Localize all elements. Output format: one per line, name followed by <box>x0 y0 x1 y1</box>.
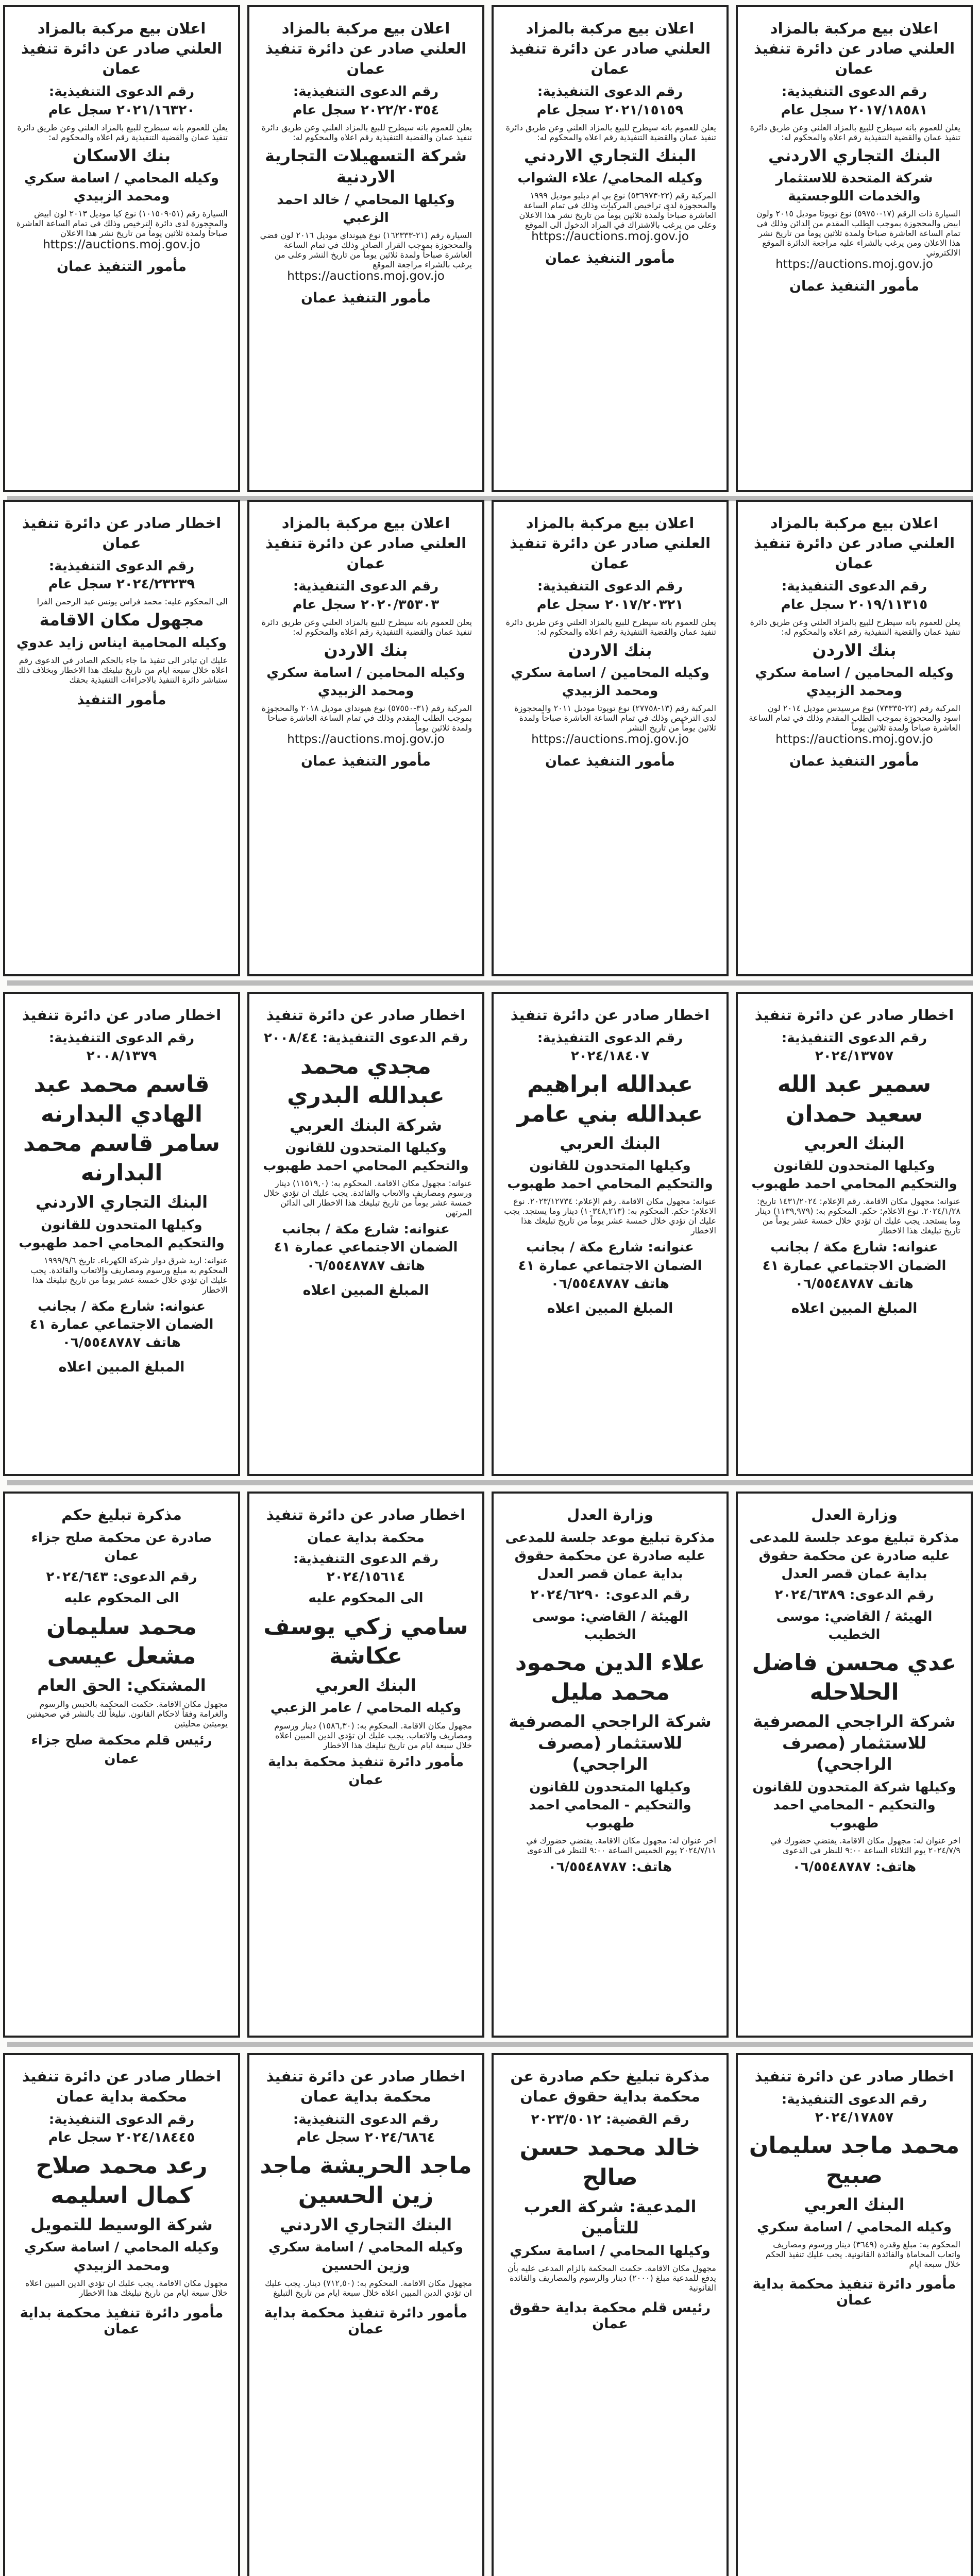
legal-notice <box>3 1492 240 2038</box>
notice-details: المركبة رقم (٢٢-٥٣٦٩٧٣) نوع بي ام دبليو موديل ١٩٩٩ والمحجوزة لدى تراخيص المركبات وذلك في تمام الساعة العاشرة صباحاً ولمدة ثلاثين يوماً من تاريخ نشر هذا الاعلان وعلى من يرغب بالاشتراك في المزاد الدخول الى الموقع <box>519 191 716 230</box>
party-agent: وكيلها المتحدون للقانون والتحكيم المحامي احمد طهبوب <box>19 1217 225 1251</box>
notice-details: عنوانه: اربد شرق دوار شركة الكهرباء. تاريخ ١٩٩٩/٩/٦ المحكوم به مبلغ ورسوم ومصاريف والاتعاب والفائدة. يجب عليك ان تؤدي خلال خمسة عشر يوماً من تاريخ تبليغك هذا الاخطار <box>30 1255 228 1295</box>
case-number: رقم الدعوى التنفيذية: ٢٠٠٨/٤٤ <box>263 1030 468 1046</box>
party-primary: البنك العربي <box>804 2194 905 2214</box>
defendant-name: خالد محمد حسن صالح <box>519 2134 701 2191</box>
auction-url: https://auctions.moj.gov.jo <box>287 733 445 747</box>
notice-title: اخطار صادر عن دائرة تنفيذ <box>754 2067 954 2085</box>
notice-body: يعلن للعموم بانه سيطرح للبيع بالمزاد العلني وعن طريق دائرة تنفيذ عمان والقضية التنفيذية رقم اعلاه والمحكوم له: <box>17 122 228 142</box>
notice-body: يعلن للعموم بانه سيطرح للبيع بالمزاد العلني وعن طريق دائرة تنفيذ عمان والقضية التنفيذية رقم اعلاه والمحكوم له: <box>750 617 960 637</box>
party-primary: البنك التجاري الاردني <box>768 145 941 165</box>
panel-line: الى المحكوم عليه <box>308 1590 424 1606</box>
legal-notice <box>736 5 973 492</box>
legal-notice <box>247 5 484 492</box>
notice-signature: مأمور دائرة تنفيذ محكمة بداية عمان <box>752 2276 956 2309</box>
notice-address: عنوانه: شارع مكة / بجانب الضمان الاجتماعي عمارة ٤١ هاتف ٠٦/٥٥٤٨٧٨٧ <box>274 1222 458 1274</box>
case-number: رقم الدعوى التنفيذية: ٢٠٢٤/١٨٤٤٥ سجل عام <box>48 2112 195 2146</box>
legal-notice <box>3 500 240 976</box>
legal-notice <box>492 2053 729 2576</box>
party-primary: البنك العربي <box>560 1133 661 1153</box>
panel-line: الى المحكوم عليه <box>64 1590 179 1606</box>
legal-notice <box>247 2053 484 2576</box>
notice-signature: مأمور دائرة تنفيذ محكمة بداية عمان <box>20 2304 224 2337</box>
notice-address: عنوانه: شارع مكة / بجانب الضمان الاجتماعي عمارة ٤١ هاتف ٠٦/٥٥٤٨٧٨٧ <box>762 1240 947 1292</box>
party-primary: البنك التجاري الاردني <box>523 145 697 165</box>
case-number: رقم الدعوى: ٢٠٢٤/٦٣٨٩ <box>774 1587 934 1603</box>
party-agent: وكيلها المتحدون للقانون والتحكيم - المحامي احمد طهبوب <box>529 1779 691 1832</box>
case-number: رقم الدعوى: ٢٠٢٤/٦٢٩٠ <box>530 1587 690 1603</box>
notice-title: اعلان بيع مركبة بالمزاد العلني صادر عن دائرة تنفيذ عمان <box>21 20 223 78</box>
notice-title: اعلان بيع مركبة بالمزاد العلني صادر عن دائرة تنفيذ عمان <box>265 20 467 78</box>
notice-title: اخطار صادر عن دائرة تنفيذ <box>754 1006 954 1024</box>
notice-title: اخطار صادر عن دائرة تنفيذ <box>22 1006 222 1024</box>
party-primary: المشتكي: الحق العام <box>37 1675 206 1695</box>
notice-details: السيارة رقم (٥١-١٠١٥٠٩) نوع كيا موديل ٢٠١٣ لون ابيض والمحجوزة لدى دائرة الترخيص وذلك في تمام الساعة العاشرة صباحاً ولمدة ثلاثين يوماً من تاريخ نشر هذا الاعلان <box>16 209 228 239</box>
legal-notice <box>247 500 484 976</box>
party-agent: وكيلها المتحدون للقانون والتحكيم المحامي احمد طهبوب <box>263 1140 469 1174</box>
legal-notice <box>247 992 484 1476</box>
legal-notice <box>492 1492 729 2038</box>
legal-notice <box>3 992 240 1476</box>
party-agent: وكيله المحامي / اسامة سكري ومحمد الزبيدي <box>24 2240 219 2274</box>
legal-notice <box>3 2053 240 2576</box>
notice-subtitle: محكمة بداية عمان <box>307 1530 425 1546</box>
case-number: رقم الدعوى التنفيذية: ٢٠٢١/١٦٣٢٠ سجل عام <box>48 84 195 118</box>
party-primary: بنك الاردن <box>324 640 408 660</box>
party-agent: وكيلها المحامي / خالد احمد الزعبي <box>277 192 455 226</box>
panel-line: الهيئة / القاضي: موسى الخطيب <box>532 1608 688 1642</box>
notice-title: اخطار صادر عن دائرة تنفيذ <box>266 1506 466 1523</box>
notice-details: المحكوم به: مبلغ وقدره (٣٦٤٩) دينار ورسوم ومصاريف واتعاب المحاماة والفائدة القانونية. يجب عليك تنفيذ الحكم خلال سبعة ايام <box>765 2240 960 2269</box>
notice-details: عنوانه: مجهول مكان الاقامة. المحكوم به: (١١٥١٩,٠) دينار ورسوم ومصاريف والاتعاب والفائدة. يجب عليك ان تؤدي خلال خمسة عشر يوماً من تاريخ تبليغك هذا الاخطار الى الدائن المرتهن <box>263 1178 472 1218</box>
notice-details: مجهول مكان الاقامة. حكمت المحكمة بالزام المدعى عليه بأن يدفع للمدعية مبلغ (٢٠٠٠) دينار والرسوم والمصاريف والفائدة القانونية <box>507 2263 716 2293</box>
notice-title: اعلان بيع مركبة بالمزاد العلني صادر عن دائرة تنفيذ عمان <box>509 514 711 572</box>
notice-title: اعلان بيع مركبة بالمزاد العلني صادر عن دائرة تنفيذ عمان <box>753 20 955 78</box>
notice-signature: مأمور التنفيذ عمان <box>545 753 675 770</box>
party-agent: وكيله المحامي / اسامة سكري <box>757 2219 952 2235</box>
notice-title: اخطار صادر عن دائرة تنفيذ <box>266 1006 466 1024</box>
notice-title: اخطار صادر عن دائرة تنفيذ عمان <box>22 514 222 552</box>
party-primary: المدعية: شركة العرب للتأمين <box>523 2196 697 2238</box>
auction-url: https://auctions.moj.gov.jo <box>531 230 689 244</box>
defendant-name: رعد محمد صلاح كمال اسليمه <box>36 2153 208 2209</box>
party-primary: البنك التجاري الاردني <box>279 2214 452 2234</box>
notice-body: يعلن للعموم بانه سيطرح للبيع بالمزاد العلني وعن طريق دائرة تنفيذ عمان والقضية التنفيذية رقم اعلاه والمحكوم له: <box>261 122 472 142</box>
notice-title: مذكرة تبليغ حكم <box>61 1506 182 1523</box>
auction-url: https://auctions.moj.gov.jo <box>775 258 933 272</box>
notice-details: عليك ان تبادر الى تنفيذ ما جاء بالحكم الصادر في الدعوى رقم اعلاه خلال سبعة ايام من تاريخ تبليغك هذا الاخطار وبخلاف ذلك ستباشر دائرة التنفيذ بالاجراءات التنفيذية بحقك <box>16 655 228 685</box>
notice-subtitle: مذكرة تبليغ موعد جلسة للمدعى عليه صادرة عن محكمة حقوق بداية عمان قصر العدل <box>505 1530 715 1582</box>
legal-notice <box>736 1492 973 2038</box>
notice-signature: مأمور التنفيذ <box>77 692 166 708</box>
party-primary: البنك العربي <box>315 1675 416 1695</box>
notice-details: السيارة ذات الرقم (١٧-٥٩٧٥٠) نوع تويوتا موديل ٢٠١٥ ولون ابيض والمحجوزة بموجب الطلب المقدم من الدائن وذلك في تمام الساعة العاشرة صباحاً ولمدة ثلاثين يوماً من تاريخ نشر هذا الاعلان ومن يرغب بالشراء عليه مراجعة الدائرة الموقع الالكتروني <box>756 209 960 258</box>
party-agent: وكيله المحامي / اسامة سكري وزين الحسين <box>268 2240 463 2274</box>
legal-notice <box>247 1492 484 2038</box>
notice-title: اخطار صادر عن دائرة تنفيذ محكمة بداية عمان <box>266 2067 466 2106</box>
case-number: رقم الدعوى التنفيذية: ٢٠٢٤/٢٣٢٣٩ سجل عام <box>48 558 195 592</box>
case-number: رقم الدعوى التنفيذية: ٢٠٢١/١٥١٥٩ سجل عام <box>536 84 684 118</box>
case-number: رقم الدعوى التنفيذية: ٢٠١٩/١١٣١٥ سجل عام <box>781 579 928 613</box>
notice-signature: رئيس قلم محكمة بداية حقوق عمان <box>509 2300 711 2332</box>
party-agent: وكيلها المتحدون للقانون والتحكيم المحامي احمد طهبوب <box>751 1158 957 1192</box>
party-agent: وكيله المحامية ايناس زايد عدوي <box>16 635 227 651</box>
party-agent: وكيله المحامين / اسامة سكري ومحمد الزبيدي <box>755 665 954 699</box>
party-primary: بنك الاردن <box>812 640 897 660</box>
notice-title: اخطار صادر عن دائرة تنفيذ <box>510 1006 710 1024</box>
case-number: رقم الدعوى التنفيذية: ٢٠٢٠/٣٥٣٠٣ سجل عام <box>292 579 440 613</box>
notice-title: اعلان بيع مركبة بالمزاد العلني صادر عن دائرة تنفيذ عمان <box>265 514 467 572</box>
notice-title: وزارة العدل <box>811 1506 898 1523</box>
notice-title: مذكرة تبليغ حكم صادرة عن محكمة بداية حقوق عمان <box>510 2067 710 2106</box>
legal-notice <box>492 5 729 492</box>
row-separator <box>7 1480 973 1485</box>
case-number: رقم الدعوى التنفيذية: ٢٠٢٢/٢٠٣٥٤ سجل عام <box>292 84 440 118</box>
party-agent: وكيله المحامي / اسامة سكري ومحمد الزبيدي <box>24 171 219 205</box>
notice-subtitle: مذكرة تبليغ موعد جلسة للمدعى عليه صادرة عن محكمة حقوق بداية عمان قصر العدل <box>749 1530 959 1582</box>
notice-signature: مأمور التنفيذ عمان <box>300 290 431 306</box>
party-primary: بنك الاردن <box>568 640 652 660</box>
notice-body: الى المحكوم عليه: محمد فراس يونس عبد الرحمن الفرا <box>37 597 228 607</box>
party-primary: البنك العربي <box>804 1133 905 1153</box>
notice-signature: مأمور التنفيذ عمان <box>545 250 675 267</box>
party-agent: شركة المتحدة للاستثمار والخدمات اللوجستية <box>775 171 933 205</box>
defendant-name: مجدي محمد عبدالله البدري <box>287 1053 445 1109</box>
notice-body: يعلن للعموم بانه سيطرح للبيع بالمزاد العلني وعن طريق دائرة تنفيذ عمان والقضية التنفيذية رقم اعلاه والمحكوم له: <box>505 122 716 142</box>
legal-notice <box>736 2053 973 2576</box>
party-agent: وكيله المحامين / اسامة سكري ومحمد الزبيدي <box>511 665 709 699</box>
row-separator <box>7 980 973 986</box>
notice-signature: المبلغ المبين اعلاه <box>58 1359 185 1376</box>
notice-details: عنوانه: مجهول مكان الاقامة. رقم الإعلام: ١٤٣١/٢٠٢٤ تاريخ: ٢٠٢٤/١/٢٨. نوع الاعلام: حكم. المحكوم به: (١١٣٩,٩٧٩) دينار وما يستجد. يجب عليك ان تؤدي خلال خمسة عشر يوماً من تاريخ تبليغك هذا الاخطار <box>755 1196 960 1236</box>
notice-body: يعلن للعموم بانه سيطرح للبيع بالمزاد العلني وعن طريق دائرة تنفيذ عمان والقضية التنفيذية رقم اعلاه والمحكوم له: <box>750 122 960 142</box>
case-number: رقم الدعوى التنفيذية: ٢٠٢٤/١٨٤٠٧ <box>537 1030 683 1064</box>
case-number: رقم الدعوى التنفيذية: ٢٠١٧/٢٠٣٢١ سجل عام <box>536 579 684 613</box>
notice-title: اخطار صادر عن دائرة تنفيذ محكمة بداية عمان <box>22 2067 222 2106</box>
case-number: رقم الدعوى التنفيذية: ٢٠١٧/١٨٥٨١ سجل عام <box>781 84 928 118</box>
notice-subtitle: صادرة عن محكمة صلح جزاء عمان <box>31 1530 212 1564</box>
party-agent: وكيلها المحامي / اسامة سكري <box>510 2243 711 2259</box>
panel-line: الهيئة / القاضي: موسى الخطيب <box>776 1608 933 1642</box>
row-separator <box>7 2042 973 2047</box>
party-primary: شركة الراجحي المصرفية للاستثمار (مصرف الراجحي) <box>509 1711 712 1774</box>
notice-address: مأمور دائرة تنفيذ محكمة بداية عمان <box>267 1754 464 1788</box>
case-number: رقم الدعوى التنفيذية: ٢٠٢٤/١٥٦١٤ <box>293 1551 439 1585</box>
defendant-name: سامي زكي يوسف عكاشة <box>263 1613 468 1669</box>
notice-details: اخر عنوان له: مجهول مكان الاقامة. يقتضي حضورك في ٢٠٢٤/٧/٩ يوم الثلاثاء الساعة ٩:٠٠ للنظر في الدعوى <box>770 1836 960 1856</box>
party-primary: شركة البنك العربي <box>290 1115 442 1135</box>
notice-signature: مأمور التنفيذ عمان <box>56 259 187 275</box>
legal-notice <box>736 500 973 976</box>
case-number: رقم الدعوى التنفيذية: ٢٠٢٤/٦٨٦٤ سجل عام <box>293 2112 439 2146</box>
notice-signature: مأمور التنفيذ عمان <box>789 753 920 770</box>
notice-details: مجهول مكان الاقامة. حكمت المحكمة بالحبس والرسوم والغرامة وفقاً لاحكام القانون. تبليغاً لك بالنشر في صحيفتين يوميتين محليتين <box>26 1699 228 1729</box>
notice-signature: المبلغ المبين اعلاه <box>302 1282 429 1298</box>
notice-details: المركبة رقم (٣١-٥٧٥٥٠) نوع هيونداي موديل ٢٠١٨ والمحجوزة بموجب الطلب المقدم وذلك في تمام الساعة العاشرة صباحاً ولمدة ثلاثين يوماً <box>261 703 472 733</box>
defendant-name: عبدالله ابراهيم عبدالله بني عامر <box>517 1071 703 1127</box>
notice-body: يعلن للعموم بانه سيطرح للبيع بالمزاد العلني وعن طريق دائرة تنفيذ عمان والقضية التنفيذية رقم اعلاه والمحكوم له: <box>261 617 472 637</box>
auction-url: https://auctions.moj.gov.jo <box>287 269 445 283</box>
notice-signature: المبلغ المبين اعلاه <box>547 1300 673 1316</box>
case-number: رقم الدعوى: ٢٠٢٤/٦٤٣ <box>46 1569 197 1585</box>
notice-signature: مأمور التنفيذ عمان <box>789 278 920 295</box>
party-primary: مجهول مكان الاقامة <box>39 610 204 630</box>
party-agent: وكيلها المتحدون للقانون والتحكيم المحامي احمد طهبوب <box>507 1158 713 1192</box>
party-agent: وكيله المحامي / عامر الزعبي <box>270 1700 462 1716</box>
defendant-name: محمد ماجد سليمان صبيح <box>749 2132 960 2189</box>
legal-notice <box>3 5 240 492</box>
notice-address: هاتف: ٠٦/٥٥٤٨٧٨٧ <box>548 1859 672 1875</box>
notice-details: اخر عنوان له: مجهول مكان الاقامة. يقتضي حضورك في ٢٠٢٤/٧/١١ يوم الخميس الساعة ٩:٠٠ للنظر في الدعوى <box>526 1836 716 1856</box>
party-primary: البنك التجاري الاردني <box>35 1192 208 1212</box>
case-number: رقم الدعوى التنفيذية: ٢٠٢٤/١٧٨٥٧ <box>781 2092 927 2126</box>
notice-address: عنوانه: شارع مكة / بجانب الضمان الاجتماعي عمارة ٤١ هاتف ٠٦/٥٥٤٨٧٨٧ <box>29 1298 214 1351</box>
notice-details: المركبة رقم (٢٢-٧٣٣٣٥) نوع مرسيدس موديل ٢٠١٤ لون اسود والمحجوزة بموجب الطلب المقدم وذلك في تمام الساعة العاشرة صباحاً ولمدة ثلاثين يوماً <box>749 703 960 733</box>
party-primary: شركة التسهيلات التجارية الاردنية <box>265 145 467 187</box>
case-number: رقم القضية: ٢٠٢٣/٥٠١٢ <box>531 2112 689 2128</box>
party-agent: وكيله المحامي/ علاء الشواب <box>517 171 703 187</box>
defendant-name: قاسم محمد عبد الهادي البدارنه سامر قاسم محمد البدارنه <box>23 1071 220 1186</box>
defendant-name: محمد سليمان مشعل عيسى <box>46 1613 197 1669</box>
case-number: رقم الدعوى التنفيذية: ٢٠٢٤/١٣٧٥٧ <box>781 1030 927 1064</box>
notice-details: عنوانه: مجهول مكان الاقامة. رقم الإعلام: ٢٠٢٣/١٢٧٣٤. نوع الاعلام: حكم. المحكوم به: (١٠٣٤٨,٢١٣) دينار وما يستجد. يجب عليك ان تؤدي خلال خمسة عشر يوماً من تاريخ تبليغك هذا الاخطار <box>504 1196 716 1236</box>
notice-details: مجهول مكان الاقامة. المحكوم به: (٧١٢,٥٠) دينار. يجب عليك ان تؤدي الدين المبين اعلاه خلال سبعة ايام من تاريخ التبليغ <box>265 2278 472 2298</box>
party-primary: بنك الاسكان <box>72 145 171 165</box>
notice-address: عنوانه: شارع مكة / بجانب الضمان الاجتماعي عمارة ٤١ هاتف ٠٦/٥٥٤٨٧٨٧ <box>518 1240 702 1292</box>
notice-details: مجهول مكان الاقامة. المحكوم به: (١٥٨٦,٣٠) دينار ورسوم ومصاريف والاتعاب. يجب عليك ان تؤدي الدين المبين اعلاه خلال سبعة ايام من تاريخ تبليغك هذا الاخطار <box>274 1720 472 1750</box>
notice-details: المركبة رقم (١٣-٢٧٧٥٨) نوع تويوتا موديل ٢٠١١ والمحجوزة لدى الترخيص وذلك في تمام الساعة العاشرة صباحاً ولمدة ثلاثين يوماً من تاريخ النشر <box>514 703 716 733</box>
notice-address: هاتف: ٠٦/٥٥٤٨٧٨٧ <box>792 1859 917 1875</box>
notice-details: السيارة رقم (٢١-١٦٢٣٣٣) نوع هيونداي موديل ٢٠١٦ لون فضي والمحجوزة بموجب القرار الصادر وذلك في تمام الساعة العاشرة صباحاً ولمدة ثلاثين يوماً من تاريخ النشر وعلى من يرغب بالشراء مراجعة الموقع <box>260 230 472 269</box>
defendant-name: سمير عبد الله سعيد حمدان <box>777 1071 932 1127</box>
defendant-name: علاء الدين محمود محمد مليل <box>515 1649 705 1705</box>
defendant-name: ماجد الحريشة ماجد زين الحسين <box>260 2153 472 2209</box>
legal-notice <box>492 992 729 1476</box>
notice-details: مجهول مكان الاقامة. يجب عليك ان تؤدي الدين المبين اعلاه خلال سبعة ايام من تاريخ تبليغك هذا الاخطار <box>25 2278 228 2298</box>
auction-url: https://auctions.moj.gov.jo <box>775 733 933 747</box>
legal-notice <box>492 500 729 976</box>
party-primary: شركة الوسيط للتمويل <box>30 2214 213 2234</box>
auction-url: https://auctions.moj.gov.jo <box>43 238 200 252</box>
notice-title: وزارة العدل <box>567 1506 653 1523</box>
notice-signature: مأمور دائرة تنفيذ محكمة بداية عمان <box>264 2304 468 2337</box>
defendant-name: عدي محسن فاضل الحلاحله <box>752 1649 957 1705</box>
party-agent: وكيلها شركة المتحدون للقانون والتحكيم - المحامي احمد طهبوب <box>752 1779 956 1832</box>
party-agent: وكيله المحامين / اسامة سكري ومحمد الزبيدي <box>266 665 465 699</box>
party-primary: شركة الراجحي المصرفية للاستثمار (مصرف الراجحي) <box>753 1711 956 1774</box>
notice-address: رئيس قلم محكمة صلح جزاء عمان <box>31 1733 212 1767</box>
auction-url: https://auctions.moj.gov.jo <box>531 733 689 747</box>
notice-signature: المبلغ المبين اعلاه <box>791 1300 918 1316</box>
case-number: رقم الدعوى التنفيذية: ٢٠٠٨/١٣٧٩ <box>48 1030 195 1064</box>
notice-title: اعلان بيع مركبة بالمزاد العلني صادر عن دائرة تنفيذ عمان <box>753 514 955 572</box>
legal-notice <box>736 992 973 1476</box>
notice-body: يعلن للعموم بانه سيطرح للبيع بالمزاد العلني وعن طريق دائرة تنفيذ عمان والقضية التنفيذية رقم اعلاه والمحكوم له: <box>505 617 716 637</box>
notice-title: اعلان بيع مركبة بالمزاد العلني صادر عن دائرة تنفيذ عمان <box>509 20 711 78</box>
notice-signature: مأمور التنفيذ عمان <box>300 753 431 770</box>
